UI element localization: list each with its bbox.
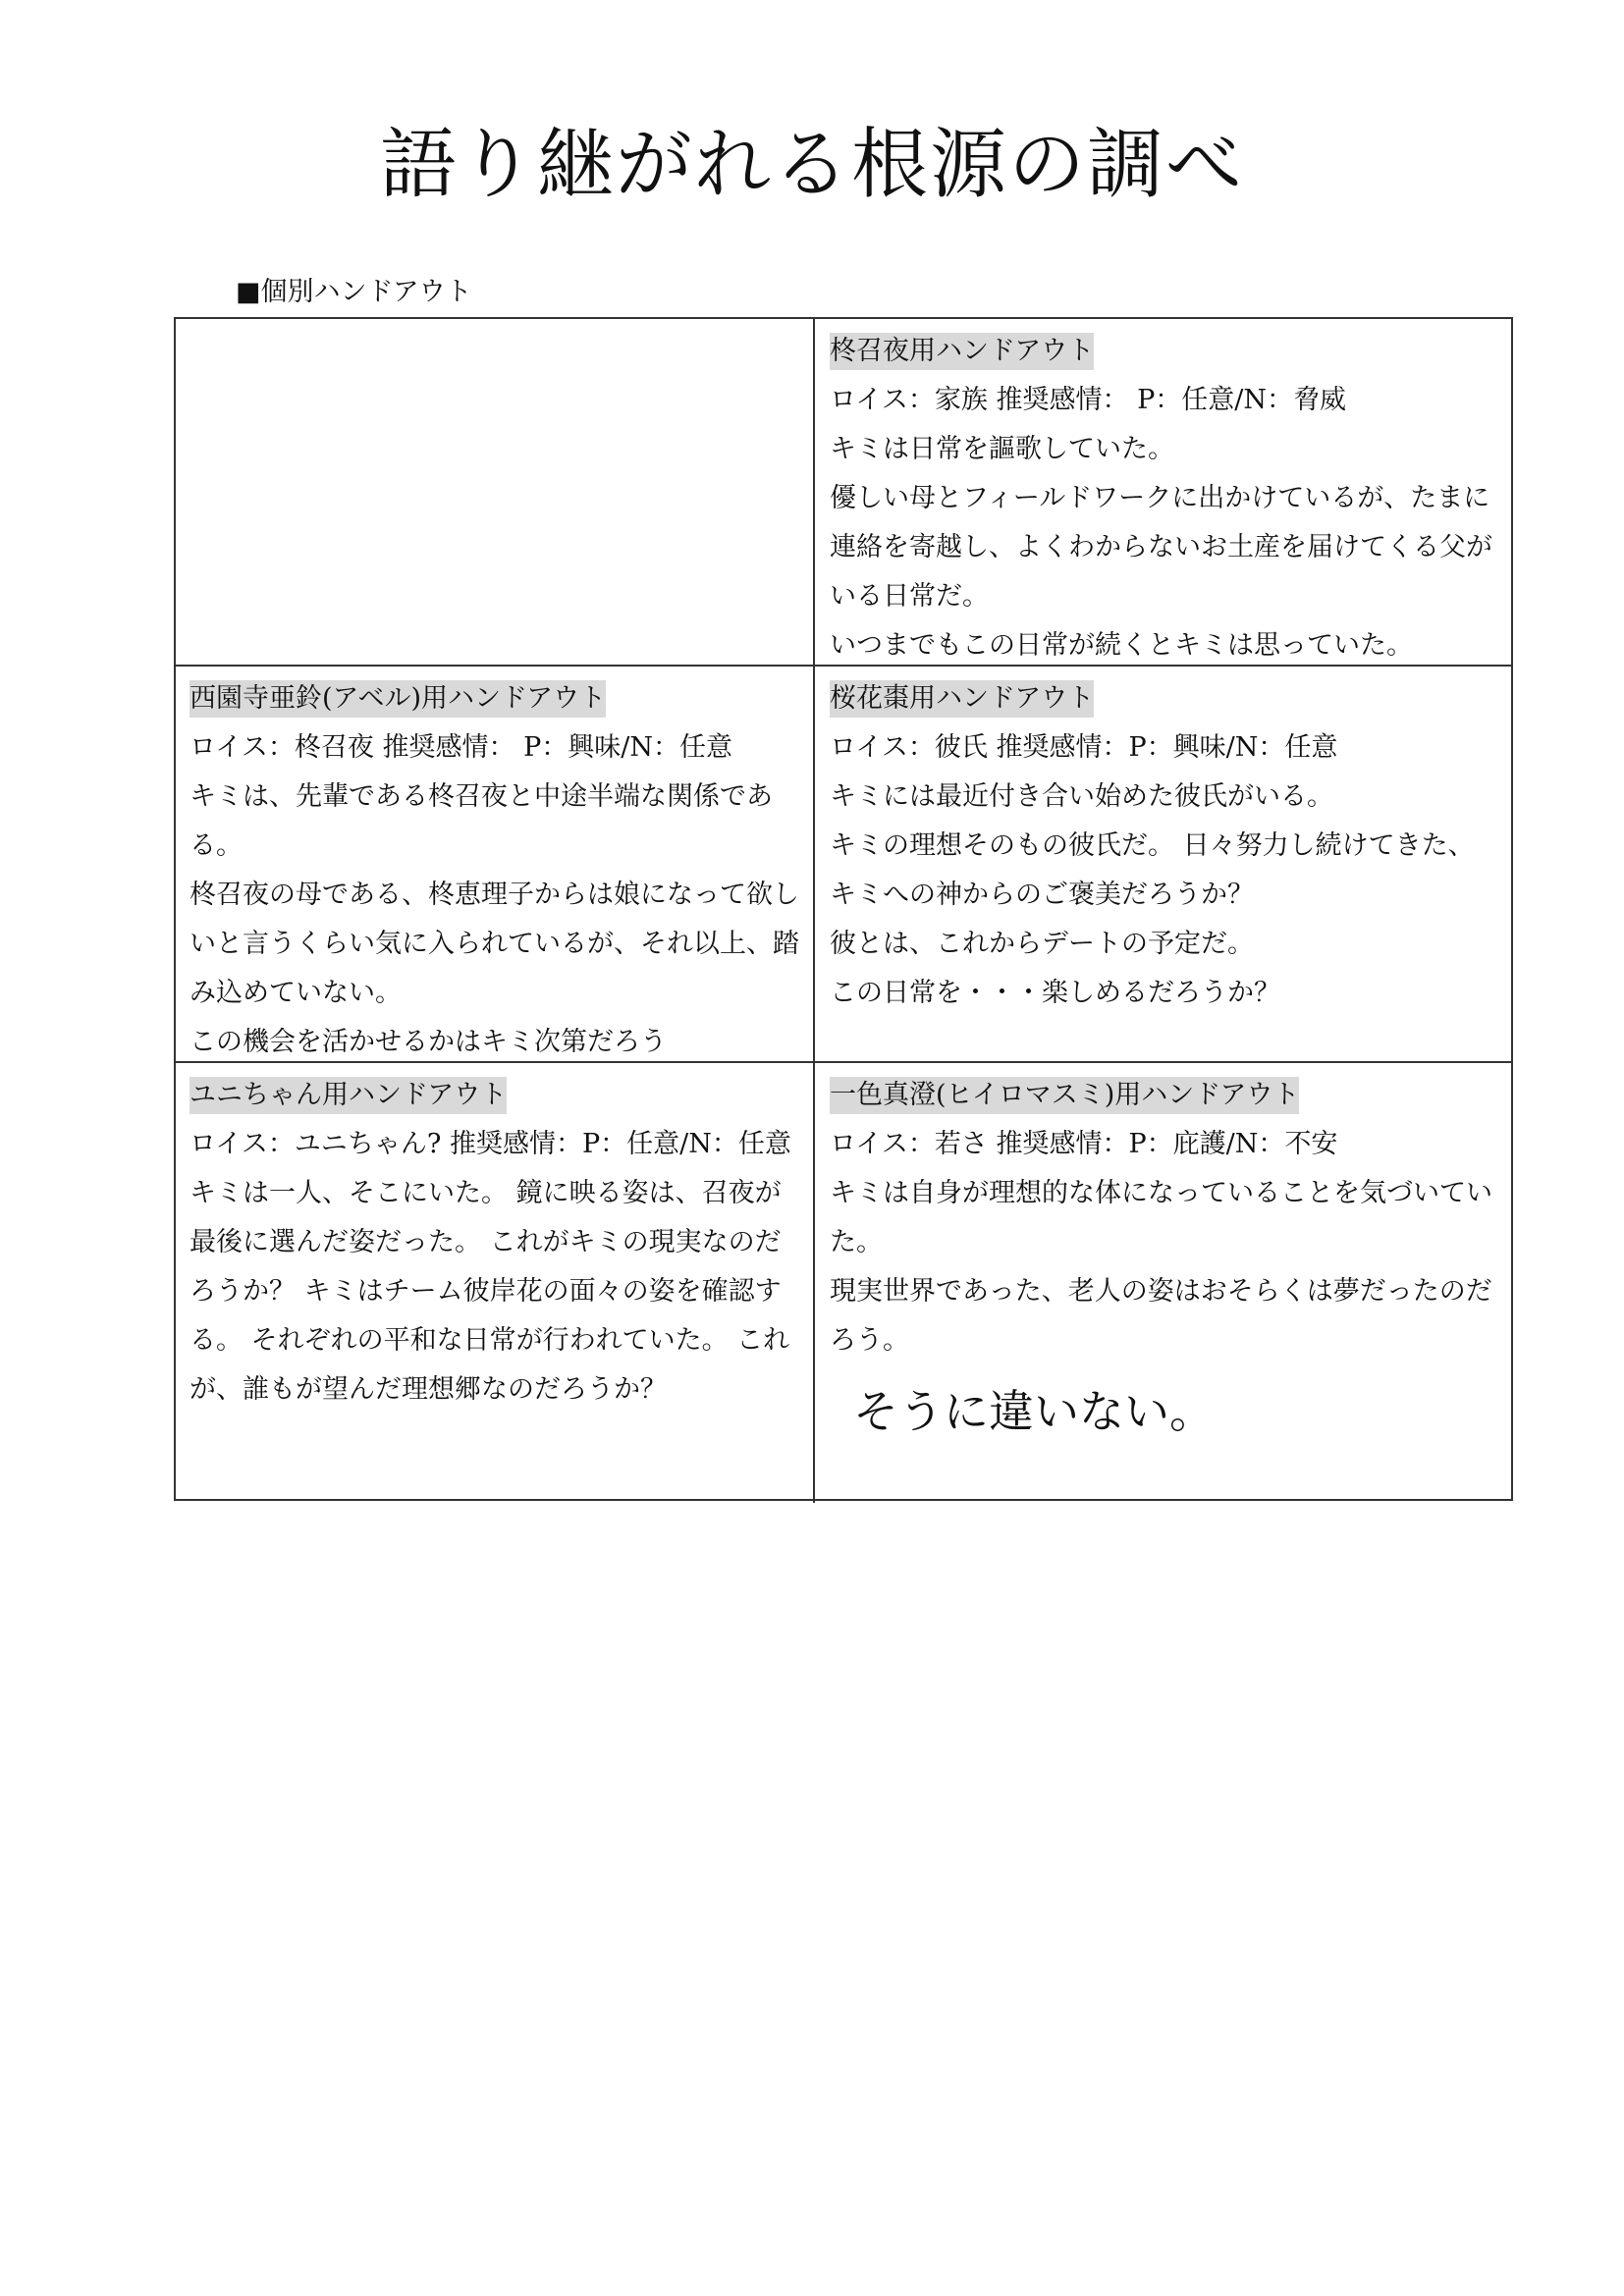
- handout-lois: ロイス：家族 推奨感情： P：任意/N：脅威: [830, 385, 1346, 415]
- handout-isshiki-masumi: [815, 1063, 1513, 1503]
- document-title: 語り継がれる根源の調べ: [379, 121, 1244, 209]
- handout-line: キミの理想そのもの彼氏だ。 日々努力し続けてきた、キミへの神からのご褒美だろうか？: [830, 830, 1475, 910]
- handout-heading: 柊召夜用ハンドアウト: [830, 333, 1094, 370]
- section-label: ■個別ハンドアウト: [236, 277, 472, 307]
- handout-hiiragi-shoya: [815, 319, 1513, 667]
- handout-emphasis-text: そうに違いない。: [853, 1385, 1215, 1438]
- handout-line: 彼とは、これからデートの予定だ。: [830, 929, 1254, 959]
- handout-line: いつまでもこの日常が続くとキミは思っていた。: [830, 630, 1413, 661]
- handout-table: [174, 317, 1513, 1501]
- handout-line: 柊召夜の母である、柊恵理子からは娘になって欲しいと言うくらい気に入られているが、それ以上、踏み込めていない。: [189, 880, 799, 1008]
- handout-heading: 西園寺亜鈴(アベル)用ハンドアウト: [189, 680, 606, 718]
- handout-uni-chan: [176, 1063, 815, 1503]
- handout-saionji-arei: [176, 667, 815, 1063]
- empty-cell: [176, 319, 815, 667]
- handout-heading: ユニちゃん用ハンドアウト: [189, 1077, 507, 1114]
- handout-line: キミは日常を謳歌していた。: [830, 434, 1174, 464]
- handout-line: 優しい母とフィールドワークに出かけているが、たまに連絡を寄越し、よくわからないお土産を届けてくる父がいる日常だ。: [830, 483, 1492, 612]
- handout-heading: 一色真澄(ヒイロマスミ)用ハンドアウト: [830, 1077, 1299, 1114]
- handout-line: キミは、先輩である柊召夜と中途半端な関係である。: [189, 781, 773, 861]
- handout-lois: ロイス：彼氏 推奨感情：P：興味/N：任意: [830, 732, 1338, 763]
- handout-line: キミは一人、そこにいた。 鏡に映る姿は、召夜が最後に選んだ姿だった。 これがキミの現実なのだろうか？ キミはチーム彼岸花の面々の姿を確認する。 それぞれの平和な日常が行われていた。 これが、誰もが望んだ理想郷なのだろうか？: [189, 1178, 790, 1405]
- handout-heading: 桜花棗用ハンドアウト: [830, 680, 1094, 718]
- handout-line: この機会を活かせるかはキミ次第だろう: [189, 1027, 667, 1057]
- handout-ouka-natsume: [815, 667, 1513, 1063]
- handout-line: キミには最近付き合い始めた彼氏がいる。: [830, 781, 1333, 812]
- handout-line: この日常を・・・楽しめるだろうか？: [830, 978, 1280, 1008]
- handout-line: 現実世界であった、老人の姿はおそらくは夢だったのだろう。: [830, 1276, 1492, 1356]
- handout-lois: ロイス：ユニちゃん? 推奨感情：P：任意/N：任意: [189, 1129, 791, 1159]
- handout-lois: ロイス：柊召夜 推奨感情： P：興味/N：任意: [189, 732, 732, 763]
- handout-lois: ロイス：若さ 推奨感情：P：庇護/N：不安: [830, 1129, 1338, 1159]
- handout-line: キミは自身が理想的な体になっていることを気づいていた。: [830, 1178, 1492, 1257]
